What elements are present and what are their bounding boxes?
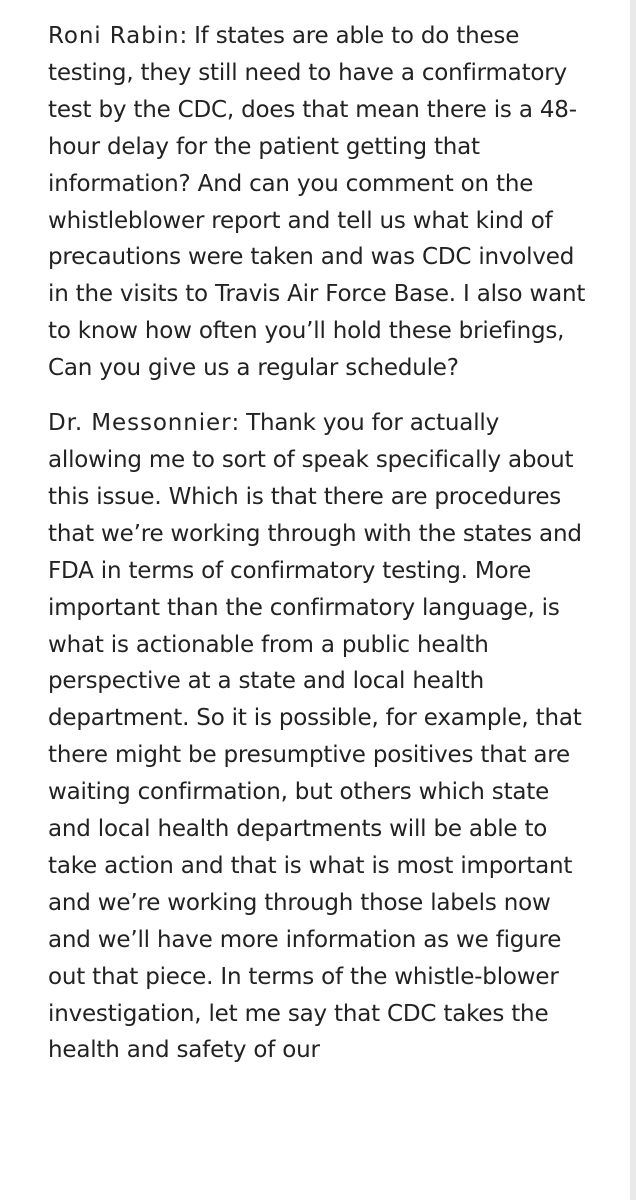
speaker-name: Roni Rabin <box>48 23 180 49</box>
page-edge-divider <box>630 0 636 1200</box>
transcript-body <box>48 18 588 1087</box>
speaker-name: Dr. Messonnier <box>48 410 232 437</box>
transcript-paragraph-question <box>48 18 588 387</box>
transcript-paragraph-answer <box>48 405 588 1069</box>
speaker-remarks: : Thank you for actually allowing me to sort of speak specifically about this issue. Which is that there are procedures that we’re working through with the states and FDA in terms of confirmatory testing. More important than the confirmatory language, is what is actionable from a public health perspective at a state and local health department. So it is possible, for example, that there might be presumptive positives that are waiting confirmation, but others which state and local health departments will be able to take action and that is what is most important and we’re working through those labels now and we’ll have more information as we figure out that piece. In terms of the whistle-blower investigation, let me say that CDC takes the health and safety of our <box>48 410 582 1064</box>
speaker-remarks: : If states are able to do these testing, they still need to have a confirmatory test by the CDC, does that mean there is a 48-hour delay for the patient getting that information? And can you comment on the whistleblower report and tell us what kind of precautions were taken and was CDC involved in the visits to Travis Air Force Base. I also want to know how often you’ll hold these briefings, Can you give us a regular schedule? <box>48 23 586 382</box>
